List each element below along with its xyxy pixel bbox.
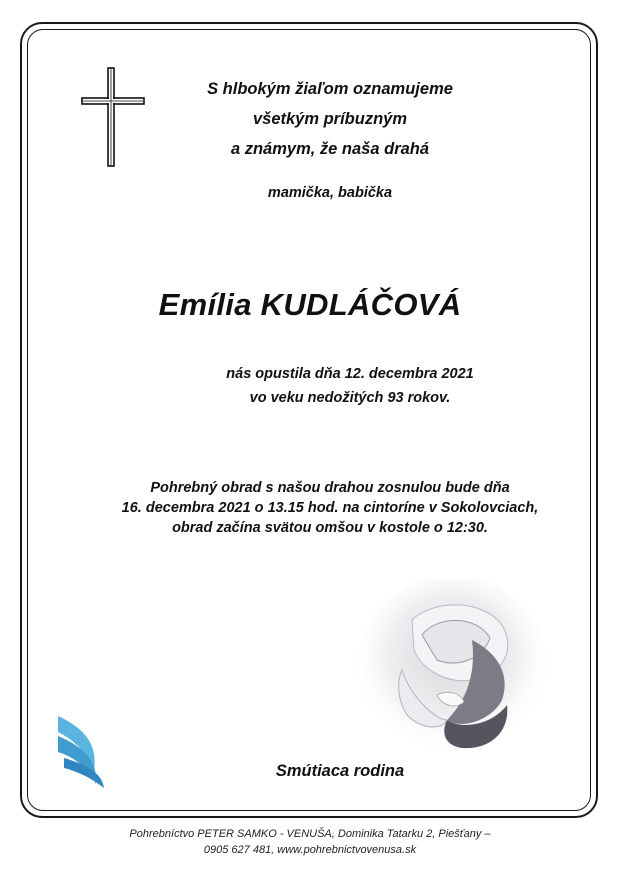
- death-line: vo veku nedožitých 93 rokov.: [249, 390, 451, 406]
- intro-line: S hlbokým žiaľom oznamujeme: [207, 80, 453, 98]
- death-line: nás opustila dňa 12. decembra 2021: [226, 366, 474, 382]
- relation-text: mamička, babička: [267, 185, 393, 201]
- signature-text: Smútiaca rodina: [275, 762, 405, 780]
- intro-line: všetkým príbuzným: [252, 110, 408, 128]
- footer: [0, 826, 620, 858]
- intro-line: a známym, že naša drahá: [230, 140, 430, 158]
- footer-line: 0905 627 481, www.pohrebnictvovenusa.sk: [203, 844, 417, 856]
- funeral-details: [20, 478, 620, 538]
- funeral-line: Pohrebný obrad s našou drahou zosnulou bude dňa: [150, 480, 510, 496]
- death-details: [40, 362, 620, 410]
- deceased-name: Emília KUDLÁČOVÁ: [158, 287, 462, 322]
- funeral-line: obrad začína svätou omšou v kostole o 12:30.: [172, 520, 488, 536]
- footer-line: Pohrebníctvo PETER SAMKO - VENUŠA, Dominika Tatarku 2, Piešťany –: [129, 828, 491, 840]
- intro-text: [120, 74, 540, 164]
- funeral-line: 16. decembra 2021 o 13.15 hod. na cintoríne v Sokolovciach,: [121, 500, 539, 516]
- rose-image: [352, 580, 552, 770]
